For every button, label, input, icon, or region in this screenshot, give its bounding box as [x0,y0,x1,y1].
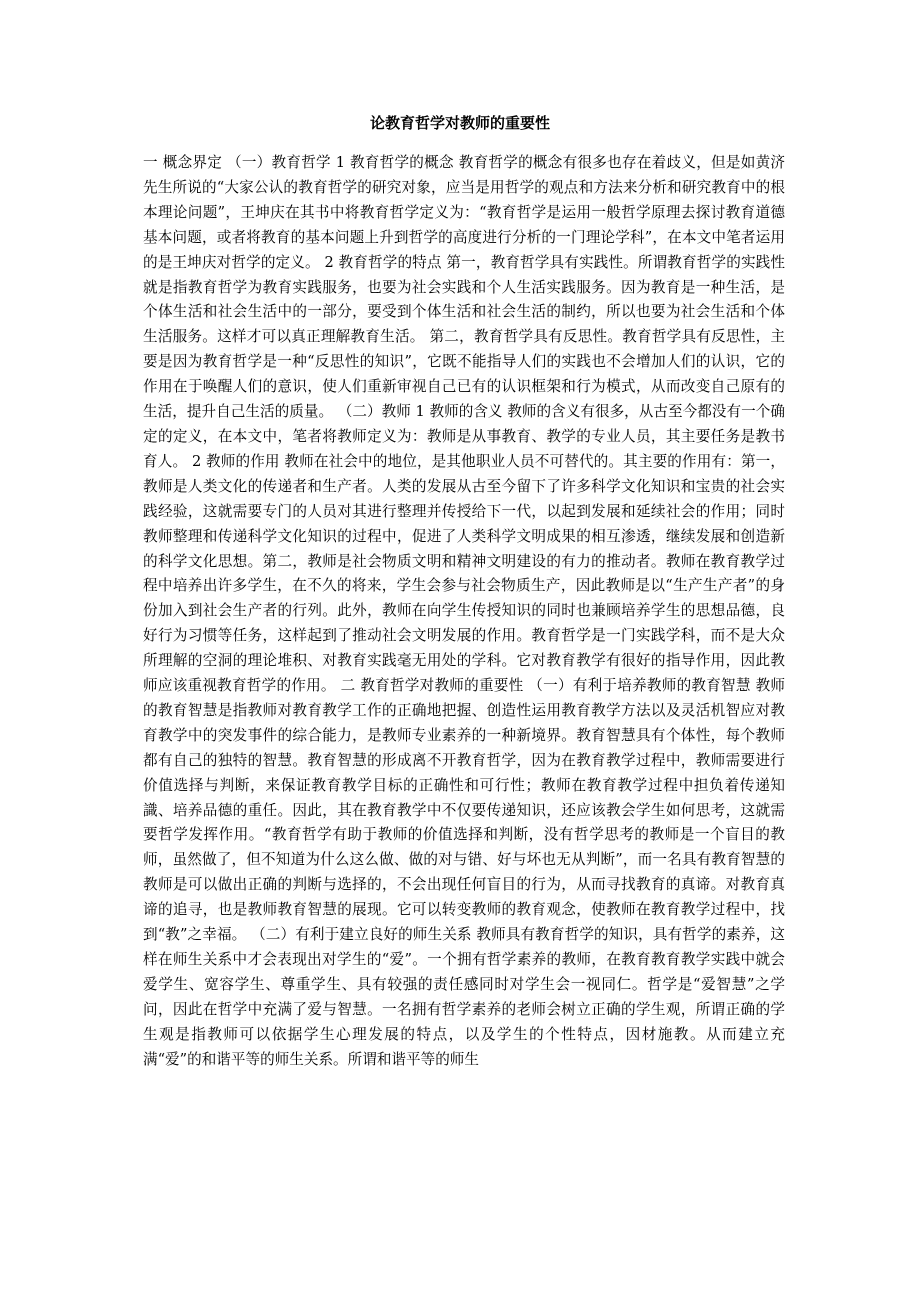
document-body-text: 一 概念界定 （一）教育哲学 1 教育哲学的概念 教育哲学的概念有很多也存在着歧义，但是如黄济先生所说的“大家公认的教育哲学的研究对象，应当是用哲学的观点和方法来分析和研究教育中的根本理论问题”，王坤庆在其书中将教育哲学定义为：“教育哲学是运用一般哲学原理去探讨教育道德基本问题，或者将教育的基本问题上升到哲学的高度进行分析的一门理论学科”，在本文中笔者运用的是王坤庆对哲学的定义。 2 教育哲学的特点 第一，教育哲学具有实践性。所谓教育哲学的实践性就是指教育哲学为教育实践服务，也要为社会实践和个人生活实践服务。因为教育是一种生活，是个体生活和社会生活中的一部分，要受到个体生活和社会生活的制约，所以也要为社会生活和个体生活服务。这样才可以真正理解教育生活。 第二，教育哲学具有反思性。教育哲学具有反思性，主要是因为教育哲学是一种“反思性的知识”，它既不能指导人们的实践也不会增加人们的认识，它的作用在于唤醒人们的意识，使人们重新审视自己已有的认识框架和行为模式，从而改变自己原有的生活，提升自己生活的质量。 （二）教师 1 教师的含义 教师的含义有很多，从古至今都没有一个确定的定义，在本文中，笔者将教师定义为：教师是从事教育、教学的专业人员，其主要任务是教书育人。 2 教师的作用 教师在社会中的地位，是其他职业人员不可替代的。其主要的作用有：第一，教师是人类文化的传递者和生产者。人类的发展从古至今留下了许多科学文化知识和宝贵的社会实践经验，这就需要专门的人员对其进行整理并传授给下一代，以起到发展和延续社会的作用；同时教师整理和传递科学文化知识的过程中，促进了人类科学文明成果的相互渗透，继续发展和创造新的科学文化思想。第二，教师是社会物质文明和精神文明建设的有力的推动者。教师在教育教学过程中培养出许多学生，在不久的将来，学生会参与社会物质生产，因此教师是以“生产生产者”的身份加入到社会生产者的行列。此外，教师在向学生传授知识的同时也兼顾培养学生的思想品德，良好行为习惯等任务，这样起到了推动社会文明发展的作用。教育哲学是一门实践学科，而不是大众所理解的空洞的理论堆积、对教育实践毫无用处的学科。它对教育教学有很好的指导作用，因此教师应该重视教育哲学的作用。 二 教育哲学对教师的重要性 （一）有利于培养教师的教育智慧 教师的教育智慧是指教师对教育教学工作的正确地把握、创造性运用教育教学方法以及灵活机智应对教育教学中的突发事件的综合能力，是教师专业素养的一种新境界。教育智慧具有个体性，每个教师都有自己的独特的智慧。教育智慧的形成离不开教育哲学，因为在教育教学过程中，教师需要进行价值选择与判断，来保证教育教学目标的正确性和可行性；教师在教育教学过程中担负着传递知識、培养品德的重任。因此，其在教育教学中不仅要传递知识，还应该教会学生如何思考，这就需要哲学发挥作用。“教育哲学有助于教师的价值选择和判断，没有哲学思考的教师是一个盲目的教师，虽然做了，但不知道为什么这么做、做的对与错、好与坏也无从判断”，而一名具有教育智慧的教师是可以做出正确的判断与选择的，不会出现任何盲目的行为，从而寻找教育的真谛。对教育真谛的追寻，也是教师教育智慧的展现。它可以转变教师的教育观念，使教师在教育教学过程中，找到“教”之幸福。 （二）有利于建立良好的师生关系 教师具有教育哲学的知识，具有哲学的素养，这样在师生关系中才会表现出对学生的“爱”。一个拥有哲学素养的教师，在教育教育教学实践中就会爱学生、宽容学生、尊重学生、具有较强的责任感同时对学生会一视同仁。哲学是“爱智慧”之学问，因此在哲学中充满了爱与智慧。一名拥有哲学素养的老师会树立正确的学生观，所谓正确的学生观是指教师可以依据学生心理发展的特点，以及学生的个性特点，因材施教。从而建立充满“爱”的和谐平等的师生关系。所谓和谐平等的师生 [143,154,785,1068]
document-title: 论教育哲学对教师的重要性 [369,114,550,132]
